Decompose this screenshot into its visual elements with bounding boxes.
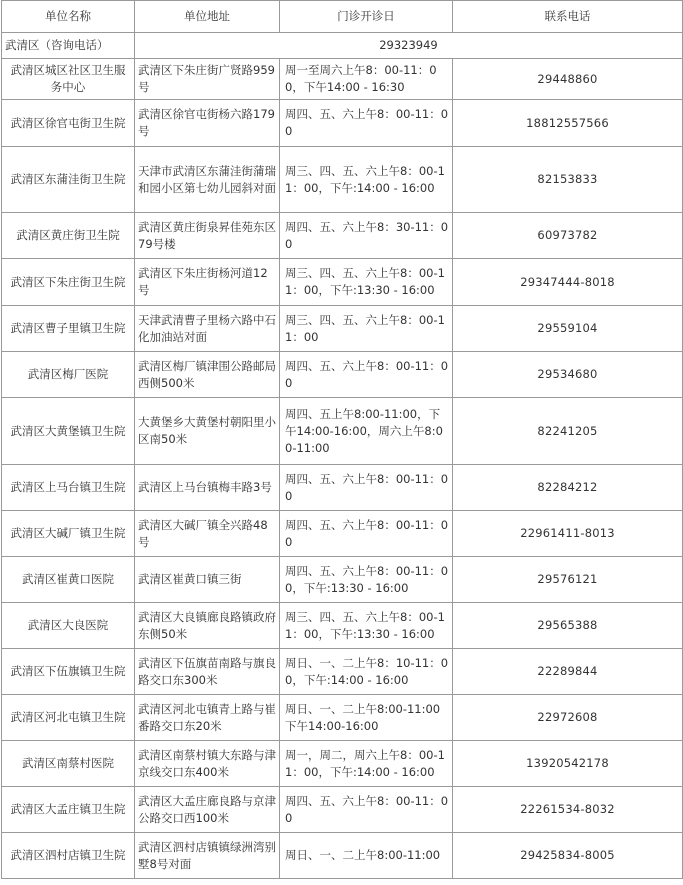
column-header-name: 单位名称 bbox=[2, 1, 135, 33]
cell-phone: 29559104 bbox=[453, 306, 683, 352]
cell-address: 武清区大碱厂镇全兴路48号 bbox=[135, 511, 280, 557]
cell-name: 武清区大孟庄镇卫生院 bbox=[2, 787, 135, 833]
table-header bbox=[2, 1, 683, 33]
cell-hours: 周四、五、六上午8：00-11：00 bbox=[280, 787, 453, 833]
table-row bbox=[2, 833, 683, 879]
cell-address: 武清区南蔡村镇大东路与津京线交口东400米 bbox=[135, 741, 280, 787]
table-row bbox=[2, 741, 683, 787]
cell-name: 武清区下伍旗镇卫生院 bbox=[2, 649, 135, 695]
cell-name: 武清区南蔡村医院 bbox=[2, 741, 135, 787]
cell-name: 武清区梅厂医院 bbox=[2, 352, 135, 398]
cell-address: 武清区泗村店镇镇绿洲湾别墅8号对面 bbox=[135, 833, 280, 879]
cell-hours: 周一至周六上午8：00-11：00，下午14:00 - 16:30 bbox=[280, 59, 453, 100]
cell-name: 武清区崔黄口医院 bbox=[2, 557, 135, 603]
cell-name: 武清区下朱庄街卫生院 bbox=[2, 259, 135, 306]
cell-hours: 周四、五、六上午8：00-11：00 bbox=[280, 511, 453, 557]
cell-phone: 82284212 bbox=[453, 465, 683, 511]
cell-phone: 13920542178 bbox=[453, 741, 683, 787]
table-row bbox=[2, 511, 683, 557]
cell-name: 武清区上马台镇卫生院 bbox=[2, 465, 135, 511]
cell-address: 武清区崔黄口镇三街 bbox=[135, 557, 280, 603]
cell-hours: 周三、四、五、六上午8：00-11：00 bbox=[280, 306, 453, 352]
cell-phone: 18812557566 bbox=[453, 100, 683, 147]
table-row bbox=[2, 695, 683, 741]
cell-phone: 22289844 bbox=[453, 649, 683, 695]
cell-hours: 周三、四、五、六上午8：00-11：00，下午:14:00 - 16:00 bbox=[280, 147, 453, 213]
cell-address: 武清区下朱庄街杨河道12号 bbox=[135, 259, 280, 306]
cell-phone: 29534680 bbox=[453, 352, 683, 398]
cell-address: 天津市武清区东蒲洼街蒲瑞和园小区第七幼儿园斜对面 bbox=[135, 147, 280, 213]
cell-phone: 22261534-8032 bbox=[453, 787, 683, 833]
table-row bbox=[2, 147, 683, 213]
table-row bbox=[2, 398, 683, 465]
table-row bbox=[2, 306, 683, 352]
cell-hours: 周三、四、五、六上午8：00-11：00，下午:13:30 - 16:00 bbox=[280, 259, 453, 306]
cell-hours: 周四、五上午8:00-11:00，下午14:00-16:00，周六上午8:00-11:00 bbox=[280, 398, 453, 465]
cell-phone: 29448860 bbox=[453, 59, 683, 100]
cell-name: 武清区城区社区卫生服务中心 bbox=[2, 59, 135, 100]
cell-phone: 29347444-8018 bbox=[453, 259, 683, 306]
cell-hours: 周四、五、六上午8：00-11：00 bbox=[280, 465, 453, 511]
table-row bbox=[2, 465, 683, 511]
cell-address: 大黄堡乡大黄堡村朝阳里小区南50米 bbox=[135, 398, 280, 465]
table-row bbox=[2, 787, 683, 833]
cell-hours: 周四、五、六上午8：00-11：00 bbox=[280, 352, 453, 398]
clinic-schedule-table bbox=[1, 0, 683, 879]
column-header-hours: 门诊开诊日 bbox=[280, 1, 453, 33]
column-header-phone: 联系电话 bbox=[453, 1, 683, 33]
table-row bbox=[2, 603, 683, 649]
cell-name: 武清区大黄堡镇卫生院 bbox=[2, 398, 135, 465]
table-row bbox=[2, 59, 683, 100]
cell-hours: 周一，周二，周六上午8：00-11：00，下午:14:00 - 16:00 bbox=[280, 741, 453, 787]
table-body bbox=[2, 33, 683, 879]
cell-phone: 29576121 bbox=[453, 557, 683, 603]
hotline-label: 武清区（咨询电话） bbox=[2, 33, 135, 59]
cell-address: 武清区大良镇廊良路镇政府东侧50米 bbox=[135, 603, 280, 649]
cell-address: 天津武清曹子里杨六路中石化加油站对面 bbox=[135, 306, 280, 352]
cell-phone: 29565388 bbox=[453, 603, 683, 649]
cell-phone: 22961411-8013 bbox=[453, 511, 683, 557]
header-row bbox=[2, 1, 683, 33]
cell-phone: 60973782 bbox=[453, 213, 683, 259]
cell-name: 武清区曹子里镇卫生院 bbox=[2, 306, 135, 352]
table-row bbox=[2, 649, 683, 695]
cell-address: 武清区上马台镇梅丰路3号 bbox=[135, 465, 280, 511]
column-header-address: 单位地址 bbox=[135, 1, 280, 33]
cell-address: 武清区大孟庄廊良路与京津公路交口西100米 bbox=[135, 787, 280, 833]
cell-name: 武清区黄庄街卫生院 bbox=[2, 213, 135, 259]
table-row bbox=[2, 213, 683, 259]
cell-phone: 22972608 bbox=[453, 695, 683, 741]
cell-hours: 周四、五、六上午8：30-11：00 bbox=[280, 213, 453, 259]
cell-hours: 周日、一、二上午8：10-11：00，下午:14:00 - 16:00 bbox=[280, 649, 453, 695]
cell-name: 武清区河北屯镇卫生院 bbox=[2, 695, 135, 741]
cell-name: 武清区徐官屯街卫生院 bbox=[2, 100, 135, 147]
table-row bbox=[2, 259, 683, 306]
table-row bbox=[2, 352, 683, 398]
cell-name: 武清区大碱厂镇卫生院 bbox=[2, 511, 135, 557]
cell-hours: 周日、一、二上午8:00-11:00 bbox=[280, 833, 453, 879]
cell-address: 武清区黄庄街泉昇佳苑东区79号楼 bbox=[135, 213, 280, 259]
cell-hours: 周四、五、六上午8：00-11：00 bbox=[280, 100, 453, 147]
cell-phone: 82153833 bbox=[453, 147, 683, 213]
cell-hours: 周日、一、二上午8:00-11:00下午14:00-16:00 bbox=[280, 695, 453, 741]
cell-address: 武清区下伍旗苗南路与旗良路交口东300米 bbox=[135, 649, 280, 695]
table-row bbox=[2, 100, 683, 147]
cell-hours: 周三、四、五、六上午8：00-11：00，下午:13:30 - 16:00 bbox=[280, 603, 453, 649]
cell-phone: 29425834-8005 bbox=[453, 833, 683, 879]
table-row bbox=[2, 557, 683, 603]
cell-name: 武清区泗村店镇卫生院 bbox=[2, 833, 135, 879]
cell-address: 武清区河北屯镇青上路与崔番路交口东20米 bbox=[135, 695, 280, 741]
cell-address: 武清区梅厂镇津围公路邮局西侧500米 bbox=[135, 352, 280, 398]
cell-name: 武清区大良医院 bbox=[2, 603, 135, 649]
cell-address: 武清区徐官屯街杨六路179号 bbox=[135, 100, 280, 147]
cell-name: 武清区东蒲洼街卫生院 bbox=[2, 147, 135, 213]
cell-hours: 周四、五、六上午8：00-11：00，下午:13:30 - 16:00 bbox=[280, 557, 453, 603]
cell-address: 武清区下朱庄街广贤路959号 bbox=[135, 59, 280, 100]
cell-phone: 82241205 bbox=[453, 398, 683, 465]
hotline-row bbox=[2, 33, 683, 59]
hotline-phone: 29323949 bbox=[135, 33, 683, 59]
